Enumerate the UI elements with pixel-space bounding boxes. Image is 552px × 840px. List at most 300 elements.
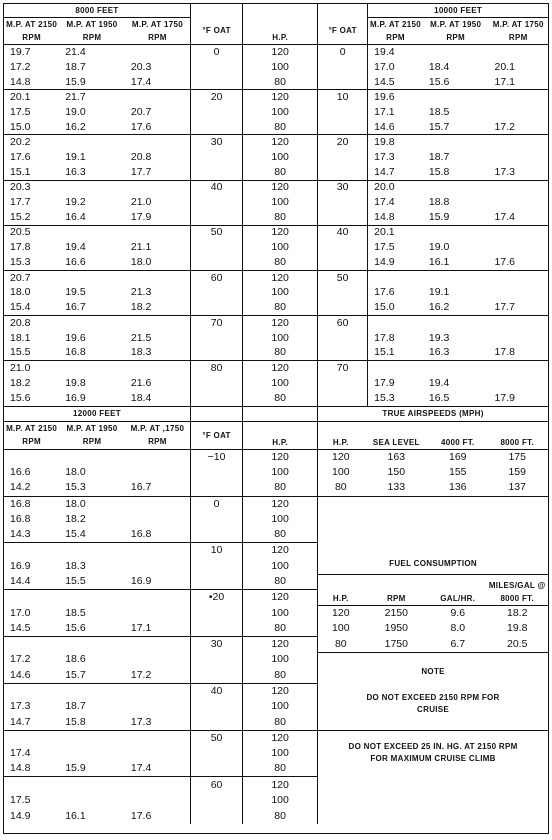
hdr-mp1950: M.P. AT 1950 RPM [66,20,118,43]
b-mp2150-cell: 17.3 [10,700,31,713]
b-mp2150-cell: 14.6 [10,668,31,681]
top-row [4,285,548,300]
mp1950-right-cell: 18.4 [428,60,450,73]
top-row [4,315,548,330]
mp2150-right-cell: 17.6 [368,285,423,300]
mp2150-cell: 17.6 [10,150,31,163]
b-mp1950-cell [59,683,125,699]
mp2150-right-cell: 20.0 [368,180,423,195]
oat-cell: 50 [191,225,243,240]
b-mp1950-cell: 18.5 [65,606,86,619]
b-mp2150-cell: 14.8 [10,762,31,775]
oat-right-cell [318,391,368,406]
mp1750-cell [125,315,191,330]
b-mp2150-cell [4,636,59,652]
hp-cell: 100 [243,150,318,165]
hp-cell: 100 [243,195,318,210]
mp2150-right-cell: 17.9 [368,376,423,391]
mp1750-cell: 18.4 [130,391,152,404]
top-row [4,75,548,90]
fuel-mpg-cell: 19.8 [506,622,528,635]
mp1950-right-cell: 15.7 [428,120,450,133]
mp2150-right-cell [368,315,423,330]
mp1750-right-cell: 17.2 [494,120,515,133]
mp1750-cell: 17.9 [130,210,152,223]
b-hp-cell: 120 [243,636,318,652]
mp2150-right-cell: 17.4 [368,195,423,210]
oat-right-cell [318,300,368,315]
mp2150-right-cell: 14.6 [368,120,423,135]
mp1950-right-cell: 15.9 [428,210,450,223]
b-oat-cell: •20 [191,590,243,606]
mp1750-right-cell [489,195,548,210]
b-oat-cell [191,715,243,731]
mp2150-cell: 15.0 [10,120,31,133]
b-mp1950-cell: 18.7 [65,700,86,713]
top-row [4,165,548,180]
b-mp1750-cell [125,746,191,762]
b-mp1950-cell [59,449,125,465]
b-mp1750-cell: 16.9 [130,575,152,588]
b-oat-cell: 40 [191,683,243,699]
mp2150-cell: 20.5 [4,225,59,240]
hdr-ta-4000: 4000 FT. [429,421,486,449]
bottom-row [4,480,548,496]
mp1950-cell: 16.3 [65,165,86,178]
hdr-mp1950-right: M.P. AT 1950 RPM [430,20,482,43]
mp1750-right-cell [489,285,548,300]
mp1950-right-cell: 16.3 [428,346,450,359]
note-box [318,652,548,730]
mp2150-cell: 17.2 [10,60,31,73]
bottom-row [4,730,548,746]
oat-right-cell [318,255,368,270]
mp1950-cell: 19.1 [65,150,86,163]
mp1750-right-cell: 17.9 [494,391,515,404]
mp2150-right-cell: 17.5 [368,240,423,255]
mp1750-cell: 17.7 [130,165,152,178]
b-oat-cell [191,558,243,574]
mp1950-right-cell: 19.4 [428,376,450,389]
b-mp1750-cell: 17.6 [130,809,152,822]
mp1950-right-cell [423,270,489,285]
mp1750-right-cell [489,376,548,391]
fuel-rpm-cell: 1950 [384,622,408,635]
hdr-mp2150: M.P. AT 2150 RPM [6,20,58,43]
oat-right-cell [318,165,368,180]
mp2150-cell: 19.7 [4,45,59,60]
fuel-galhr-cell: 8.0 [450,622,466,635]
b-mp2150-cell [4,543,59,559]
b-hp-cell: 100 [243,652,318,668]
mp1750-cell: 21.3 [130,286,152,299]
b-mp2150-cell: 16.8 [10,512,31,525]
b-mp1750-cell: 17.1 [130,621,152,634]
b-hp-cell: 120 [243,543,318,559]
top-row [4,60,548,75]
oat-right-cell [318,120,368,135]
b-mp1750-cell [125,636,191,652]
b-hp-cell: 120 [243,449,318,465]
fuel-hp-cell: 80 [318,636,364,652]
mp1950-right-cell [423,45,489,60]
oat-cell [191,210,243,225]
b-mp1750-cell [125,449,191,465]
hp-cell: 100 [243,285,318,300]
b-mp1750-cell [125,652,191,668]
fuel-hp-cell: 100 [318,621,364,637]
mp1750-cell: 17.4 [130,75,152,88]
mp2150-cell: 20.1 [4,90,59,105]
mp1950-cell: 16.6 [65,256,86,269]
mp1750-cell: 21.6 [130,376,152,389]
mp2150-cell: 17.5 [10,105,31,118]
b-oat-cell: 30 [191,636,243,652]
bottom-row [4,636,548,652]
mp1750-cell: 17.6 [130,120,152,133]
mp2150-right-cell: 17.3 [368,150,423,165]
b-hp-cell: 80 [243,480,318,496]
b-mp2150-cell: 16.9 [10,559,31,572]
hp-cell: 80 [243,120,318,135]
oat-cell [191,285,243,300]
mp1950-right-cell: 19.3 [428,331,450,344]
b-hp-cell: 100 [243,465,318,481]
b-hp-cell: 100 [243,512,318,528]
b-mp1950-cell: 15.6 [65,621,86,634]
hp-cell: 100 [243,105,318,120]
top-row [4,45,548,60]
oat-cell: 30 [191,135,243,150]
b-mp1950-cell [59,590,125,606]
top-row [4,255,548,270]
mp2150-right-cell [368,361,423,376]
b-mp2150-cell: 14.7 [10,715,31,728]
b-hp-cell: 120 [243,777,318,793]
b-mp1950-cell: 18.0 [65,466,86,479]
true-airspeeds-title: TRUE AIRSPEEDS (MPH) [318,407,548,422]
oat-right-cell: 60 [318,315,368,330]
mp1950-right-cell: 15.8 [428,165,450,178]
mp2150-right-cell: 17.8 [368,331,423,346]
mp1950-right-cell [423,225,489,240]
b-hp-cell: 100 [243,605,318,621]
fuel-hdr-mpg: MILES/GAL @ 8000 FT. [486,574,548,605]
mp1750-right-cell [489,240,548,255]
hp-cell: 120 [243,90,318,105]
b-mp1750-cell: 16.8 [130,528,152,541]
oat-cell [191,346,243,361]
b-mp1950-cell [59,636,125,652]
hp-cell: 120 [243,135,318,150]
mp1750-right-cell: 17.7 [494,301,515,314]
top-row [4,225,548,240]
hp-cell: 120 [243,361,318,376]
ta-sea-cell: 163 [387,450,406,463]
mp1950-right-cell: 16.1 [428,256,450,269]
b-hp-cell: 100 [243,699,318,715]
mp2150-cell: 15.3 [10,256,31,269]
oat-right-cell [318,285,368,300]
mp1950-cell: 19.4 [65,241,86,254]
b-mp1750-cell [125,590,191,606]
mp1950-right-cell [423,90,489,105]
oat-right-cell [318,150,368,165]
note-climb-box [318,730,548,824]
mp1950-cell [59,315,125,330]
b-mp1750-cell [125,683,191,699]
b-hp-cell: 80 [243,761,318,777]
mp2150-cell: 18.2 [10,376,31,389]
note-climb-limit: DO NOT EXCEED 25 IN. HG. AT 2150 RPM FOR MAXIMUM CRUISE CLIMB [348,741,518,763]
ta-4000-cell: 169 [449,450,467,463]
top-row [4,120,548,135]
mp1750-cell: 18.2 [130,301,152,314]
oat-cell: 20 [191,90,243,105]
mp1750-cell: 20.3 [130,60,152,73]
hp-cell: 120 [243,225,318,240]
mp2150-right-cell [368,270,423,285]
b-hp-cell: 120 [243,496,318,512]
b-mp2150-cell: 14.2 [10,481,31,494]
b-mp1950-cell: 15.4 [65,528,86,541]
b-hp-cell: 80 [243,715,318,731]
oat-right-cell [318,331,368,346]
b-oat-cell [191,605,243,621]
b-mp1950-cell [59,777,125,793]
b-oat-cell [191,808,243,824]
oat-cell: 60 [191,270,243,285]
b-hp-cell: 100 [243,793,318,809]
b-mp1750-cell [125,793,191,809]
fuel-rpm-cell: 2150 [384,606,408,619]
b-mp2150-cell: 17.5 [10,793,31,806]
mp1750-right-cell [489,361,548,376]
mp2150-cell: 15.1 [10,165,31,178]
oat-cell [191,165,243,180]
oat-cell [191,331,243,346]
mp1950-cell [59,225,125,240]
ta-8000-cell: 159 [508,466,526,479]
top-row [4,391,548,406]
top-row [4,210,548,225]
b-oat-cell: 60 [191,777,243,793]
oat-cell [191,255,243,270]
b-oat-cell [191,527,243,543]
oat-right-cell [318,346,368,361]
oat-cell [191,150,243,165]
mp2150-right-cell: 14.8 [368,210,423,225]
oat-cell [191,391,243,406]
mp2150-cell: 18.0 [10,286,31,299]
ta-8000-cell: 175 [508,450,526,463]
oat-cell [191,300,243,315]
bottom-row [4,465,548,481]
top-row [4,195,548,210]
mp1750-cell [125,225,191,240]
mp2150-cell: 15.2 [10,210,31,223]
b-mp1950-cell: 16.1 [65,809,86,822]
b-mp1950-cell: 18.6 [65,653,86,666]
oat-cell [191,195,243,210]
b-hp-cell: 80 [243,668,318,684]
b-mp1950-cell: 15.7 [65,668,86,681]
hdr-mp1750: M.P. AT 1750 RPM [131,20,183,43]
mp2150-right-cell: 17.0 [368,60,423,75]
b-mp1750-cell [125,558,191,574]
mp1950-right-cell: 18.8 [428,196,450,209]
b-oat-cell [191,574,243,590]
hdr-ta-sea: SEA LEVEL [363,421,429,449]
b-mp1950-cell [59,746,125,762]
b-mp1750-cell: 17.3 [130,715,152,728]
mp1750-cell: 21.5 [130,331,152,344]
top-row [4,240,548,255]
mp2150-right-cell: 14.9 [368,255,423,270]
mp1950-cell: 15.9 [65,75,86,88]
mp1950-right-cell: 16.2 [428,301,450,314]
ta-sea-cell: 150 [387,466,406,479]
b-mp1950-cell: 15.5 [65,575,86,588]
mp1750-cell [125,361,191,376]
b-mp1950-cell: 15.8 [65,715,86,728]
b-mp1950-cell: 18.2 [65,512,86,525]
fuel-mpg-cell: 20.5 [506,637,528,650]
mp2150-cell: 15.5 [10,346,31,359]
b-mp2150-cell: 16.8 [4,496,59,512]
mp1750-cell [125,45,191,60]
b-mp1750-cell: 17.2 [130,668,152,681]
ta-8000-cell: 137 [508,481,526,494]
oat-cell [191,105,243,120]
hp-cell: 80 [243,210,318,225]
hp-cell: 100 [243,240,318,255]
mp2150-right-cell: 19.6 [368,90,423,105]
mp2150-cell: 15.4 [10,301,31,314]
mp1750-cell [125,135,191,150]
fuel-mpg-cell: 18.2 [506,606,528,619]
mp1950-right-cell [423,180,489,195]
mp1750-right-cell [489,180,548,195]
top-row [4,105,548,120]
fuel-consumption-title: FUEL CONSUMPTION [318,496,548,574]
mp1750-cell: 20.7 [130,105,152,118]
mp1950-right-cell: 15.6 [428,75,450,88]
mp1750-right-cell [489,45,548,60]
b-hp-cell: 120 [243,730,318,746]
bottom-row [4,605,548,621]
top-row [4,180,548,195]
b-hp-cell: 80 [243,527,318,543]
hdr-oat: °F OAT [191,18,243,45]
b-mp1750-cell [125,605,191,621]
top-row [4,346,548,361]
hdr-oat-right: °F OAT [318,18,368,45]
hdr-mp2150-right: M.P. AT 2150 RPM [368,18,423,45]
b-mp1950-cell [59,543,125,559]
mp1950-cell: 21.7 [59,90,125,105]
b-mp1950-cell: 18.0 [59,496,125,512]
hdr-b-oat: °F OAT [191,421,243,449]
b-mp1950-cell [59,793,125,809]
bottom-table [4,406,548,824]
mp2150-right-cell: 19.8 [368,135,423,150]
mp1950-right-cell: 18.5 [428,105,450,118]
fuel-hdr-rpm: RPM [363,574,429,605]
bottom-row [4,621,548,637]
mp1750-right-cell [489,150,548,165]
oat-cell [191,376,243,391]
b-hp-cell: 120 [243,590,318,606]
top-row [4,90,548,105]
mp1950-cell: 19.5 [65,286,86,299]
mp2150-right-cell: 14.7 [368,165,423,180]
oat-right-cell: 70 [318,361,368,376]
mp1750-right-cell: 20.1 [494,60,515,73]
mp2150-right-cell: 15.0 [368,300,423,315]
hdr-b-mp2150: M.P. AT 2150 RPM [4,421,59,449]
b-oat-cell [191,480,243,496]
fuel-rpm-cell: 1750 [384,637,408,650]
mp1950-right-cell: 19.0 [428,241,450,254]
mp1750-cell: 21.1 [130,241,152,254]
b-mp1750-cell [125,543,191,559]
mp2150-cell: 14.8 [10,75,31,88]
hp-cell: 120 [243,315,318,330]
hp-cell: 80 [243,346,318,361]
b-mp2150-cell [4,590,59,606]
mp2150-cell: 21.0 [4,361,59,376]
b-mp1750-cell: 17.4 [130,762,152,775]
b-mp2150-cell [4,683,59,699]
top-row [4,376,548,391]
hp-cell: 80 [243,255,318,270]
mp1750-cell: 20.8 [130,150,152,163]
b-mp2150-cell: 17.0 [10,606,31,619]
mp2150-right-cell: 17.1 [368,105,423,120]
mp1950-cell: 18.7 [65,60,86,73]
b-mp2150-cell: 14.3 [10,528,31,541]
b-oat-cell: 50 [191,730,243,746]
oat-right-cell [318,75,368,90]
mp1950-cell: 16.7 [65,301,86,314]
mp1750-cell: 21.0 [130,196,152,209]
b-oat-cell [191,512,243,528]
mp1950-cell: 19.2 [65,196,86,209]
ta-hp-cell: 80 [318,480,364,496]
oat-cell [191,120,243,135]
b-mp1750-cell [125,730,191,746]
b-oat-cell [191,761,243,777]
mp1750-right-cell [489,315,548,330]
mp1750-right-cell: 17.8 [494,346,515,359]
mp2150-cell: 20.3 [4,180,59,195]
oat-cell: 80 [191,361,243,376]
mp1750-cell: 18.0 [130,256,152,269]
b-mp2150-cell [4,730,59,746]
top-left-title: 8000 FEET [4,4,191,18]
mp1750-right-cell [489,225,548,240]
b-mp2150-cell: 16.6 [10,466,31,479]
oat-right-cell: 0 [318,45,368,60]
hdr-b-hp: H.P. [243,421,318,449]
top-table [4,4,548,406]
cruise-power-chart [3,3,549,834]
fuel-galhr-cell: 6.7 [450,637,466,650]
mp2150-cell: 20.8 [4,315,59,330]
ta-4000-cell: 155 [449,466,467,479]
b-oat-cell [191,746,243,762]
